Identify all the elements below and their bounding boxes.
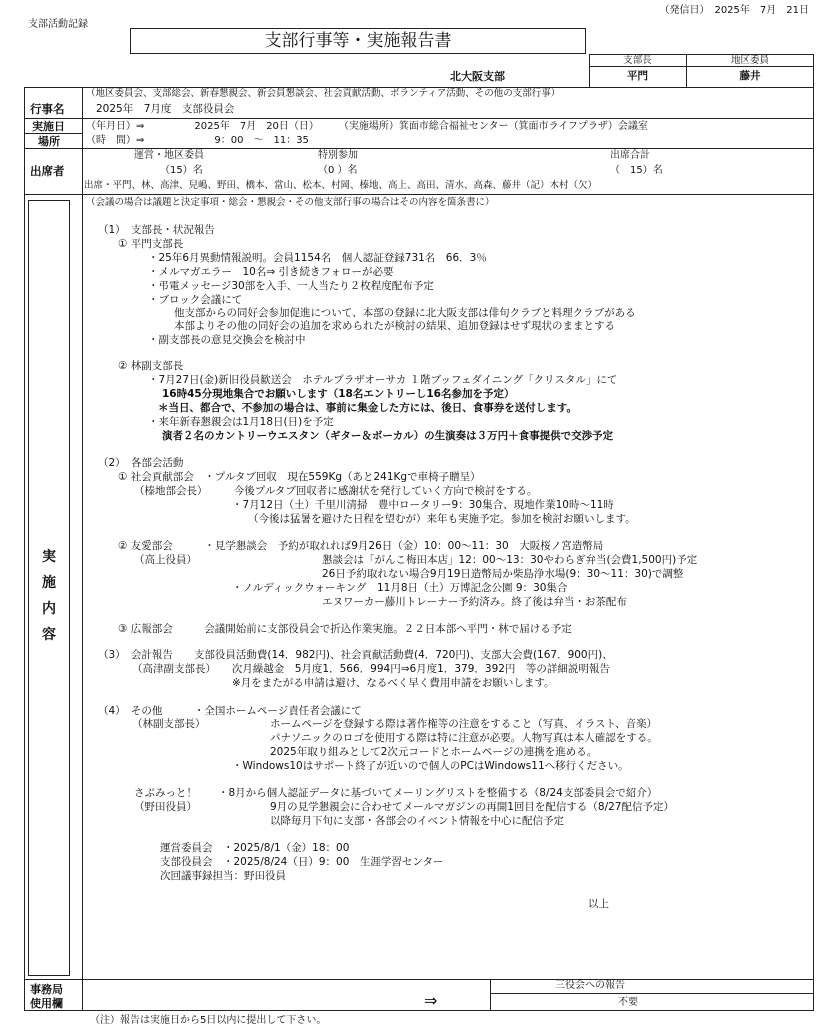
content-line: ② 友愛部会 ・見学懇談会 予約が取れれば9月26日（金）10：00～11：30 大阪桜ノ宮造幣局 (118, 540, 604, 552)
content-line: 9月の見学懇親会に合わせてメールマガジンの再開1回目を配信する（8/27配信予定） (270, 801, 674, 813)
date-line: （年月日）⇒ 2025年 7月 20日（日） （実施場所）箕面市総合福祉センター（箕面市ライフプラザ）会議室 (86, 121, 648, 132)
content-line: エヌワーカー藤川トレーナー予約済み。終了後は弁当・お茶配布 (322, 596, 627, 608)
content-line: ・弔電メッセージ30部を入手、一人当たり２枚程度配布予定 (148, 280, 434, 292)
content-line: （3） 会計報告 支部役員活動費(14．982円)、社会貢献活動費(4．720円)、支部大会費(167．900円)、 (98, 649, 613, 661)
content-line: 26日予約取れない場合9月19日造幣局か柴島浄水場(9：30～11：30)で調整 (322, 568, 684, 580)
content-line: ・副支部長の意見交換会を検討中 (148, 334, 306, 346)
content-line: 運営委員会 ・2025/8/1（金）18：00 (160, 842, 350, 854)
content-line: ※月をまたがる申請は避け、なるべく早く費用申請をお願いします。 (232, 677, 555, 689)
attendance-col2: 特別参加 (318, 150, 358, 161)
content-line: 16時45分現地集合でお願いします（18名エントリーし16名参加を予定） (162, 388, 515, 400)
office-label-2: 使用欄 (30, 997, 63, 1010)
doc-label: 支部活動記録 (28, 19, 88, 30)
footer-note: （注）報告は実施日から5日以内に提出して下さい。 (90, 1015, 327, 1026)
branch-head-label: 支部長 (623, 55, 652, 66)
branch-head-name: 平門 (627, 70, 648, 82)
content-line: 次回議事録担当：野田役員 (160, 870, 286, 882)
content-instruction: （会議の場合は議題と決定事項・総会・懇親会・その他支部行事の場合はその内容を箇条書に） (86, 197, 495, 208)
attendance-names: 出席・平門、林、高津、兒嶋、野田、橋本、當山、松本、村岡、榛地、高上、高田、清水、高森、藤井（記）木村（欠） (84, 180, 598, 191)
content-line: 本部よりその他の同好会の追加を求められたが検討の結果、追加登録はせず現状のままとする (174, 320, 615, 332)
event-name-label: 行事名 (30, 102, 65, 116)
content-line: ② 林副支部長 (118, 360, 184, 372)
content-line: ・Windows10はサポート終了が近いので個人のPCはWindows11へ移行ください。 (232, 760, 629, 772)
content-line: 懇談会は「がんこ梅田本店」12：00～13：30やわらぎ弁当(会費1,500円)予定 (322, 554, 698, 566)
attendance-label: 出席者 (30, 164, 65, 178)
report-value: 不要 (618, 997, 638, 1008)
content-line: 支部役員会 ・2025/8/24（日）9：00 生涯学習センター (160, 856, 444, 868)
content-line: ① 社会貢献部会 ・プルタブ回収 現在559Kg（あと241Kgで車椅子贈呈） (118, 471, 481, 483)
content-line: （野田役員） (134, 801, 197, 813)
side-char: 実 (42, 549, 56, 565)
content-line: ・7月27日(金)新旧役員歓送会 ホテルプラザオーサカ １階ブッフェダイニング「クリスタル」にて (148, 374, 618, 386)
event-name-value: 2025年 7月度 支部役員会 (96, 103, 235, 115)
content-line: パナソニックのロゴを使用する際は特に注意が必要。人物写真は本人確認をする。 (270, 732, 658, 744)
side-char: 容 (42, 627, 56, 643)
content-line: ＊当日、都合で、不参加の場合は、事前に集金した方には、後日、食事券を送付します。 (158, 402, 577, 414)
content-line: ① 平門支部長 (118, 238, 184, 250)
arrow-icon: ⇒ (424, 991, 438, 1010)
content-line: ③ 広報部会 会議開始前に支部役員会で折込作業実施。２２日本部へ平門・林で届ける予定 (118, 623, 572, 635)
attendance-col3: 出席合計 (610, 150, 650, 161)
attendance-count3: （ 15）名 (610, 165, 663, 176)
content-line: 2025年取り組みとして2次元コードとホームページの連携を進める。 (270, 746, 598, 758)
side-char: 内 (42, 601, 56, 617)
content-line: （高津副支部長） 次月繰越金 5月度1．566．994円⇒6月度1．379．392円 等の詳細説明報告 (132, 663, 610, 675)
content-line: ・来年新春懇親会は1月18日(日)を予定 (148, 416, 334, 428)
place-label: 場所 (38, 135, 60, 148)
content-line: さぷみっと！ ・8月から個人認証データに基づいてメーリングリストを整備する（8/24支部委員会で紹介） (134, 787, 658, 799)
district-member-name: 藤井 (739, 70, 761, 82)
event-type-note: （地区委員会、支部総会、新春懇親会、新会員懇談会、社会貢献活動、ボランティア活動、その他の支部行事） (86, 88, 561, 99)
content-line: ・25年6月異動情報説明。会員1154名 個人認証登録731名 66．3％ (148, 252, 487, 264)
content-line: （高上役員） (134, 554, 197, 566)
office-label-1: 事務局 (30, 983, 63, 996)
branch-name: 北大阪支部 (450, 70, 505, 83)
page-title: 支部行事等・実施報告書 (264, 31, 452, 51)
content-line: （1） 支部長・状況報告 (98, 224, 215, 236)
time-line: （時 間）⇒ 9：00 ～ 11：35 (86, 135, 309, 146)
content-line: ・ノルディックウォーキング 11月8日（土）万博記念公園 9：30集合 (232, 582, 568, 594)
content-line: ・メルマガエラー 10名⇒ 引き続きフォローが必要 (148, 266, 394, 278)
content-line: ホームページを登録する際は著作権等の注意をすること（写真、イラスト、音楽） (270, 718, 658, 730)
report-label: 三役会への報告 (555, 980, 625, 991)
content-line: 演者２名のカントリーウエスタン（ギター＆ボーカル）の生演奏は３万円＋食事提供で交渉予定 (162, 430, 614, 442)
content-line: （2） 各部会活動 (98, 457, 184, 469)
content-line: 以降毎月下旬に支部・各部会のイベント情報を中心に配信予定 (270, 815, 564, 827)
district-member-label: 地区委員 (730, 55, 769, 66)
content-line: （4） その他 ・全国ホームページ責任者会議にて (98, 705, 362, 717)
attendance-col1: 運営・地区委員 (134, 150, 204, 161)
content-line: 他支部からの同好会参加促進について、本部の登録に北大阪支部は俳句クラブと料理クラブがある (174, 307, 636, 319)
content-line: （林副支部長） (132, 718, 206, 730)
content-line: ・ブロック会議にて (148, 294, 243, 306)
issue-date: （発信日） 2025年 7月 21日 (659, 5, 809, 16)
date-label: 実施日 (32, 120, 65, 133)
content-line: （今後は猛暑を避けた日程を望むが）来年も実施予定。参加を検討お願いします。 (248, 513, 636, 525)
content-line: （榛地部会長） 今後プルタブ回収者に感謝状を発行していく方向で検討をする。 (134, 485, 538, 497)
content-end: 以上 (588, 898, 609, 910)
side-char: 施 (42, 575, 56, 591)
content-line: ・7月12日（土）千里川清掃 豊中ロータリー9：30集合、現地作業10時～11時 (232, 499, 614, 511)
attendance-count1: （15）名 (160, 165, 203, 176)
attendance-count2: （0 ）名 (318, 165, 358, 176)
